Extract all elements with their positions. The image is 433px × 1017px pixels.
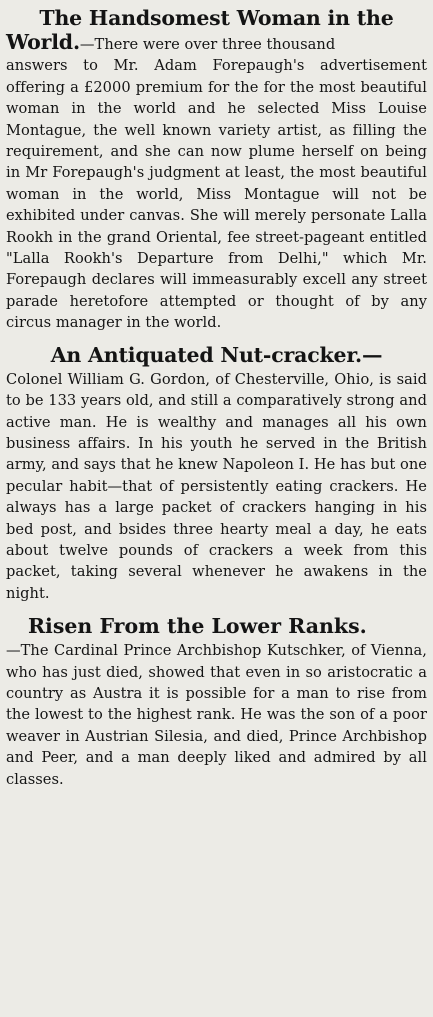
article-body: Colonel William G. Gordon, of Chesterville, Ohio, is said to be 133 years old, and still a comparatively strong and active man. He is wealthy and manages all his own business affairs. In his youth he served in the British army, and says that he knew Napoleon I. He has but one pecular habit—that of persistently eating crackers. He always has a large packet of crackers hanging in his bed post, and bsides three hearty meal a day, he eats about twelve pounds of crackers a week from this packet, taking several whenever he awakens in the night. [6,370,427,602]
article-lower-ranks [6,612,427,790]
article-separator [6,334,427,341]
article-first-line-text: —There were over three thousand [79,36,336,53]
article-body: —The Cardinal Prince Archbishop Kutschker, of Vienna, who has just died, showed that even in so aristocratic a country as Austra it is possible for a man to rise from the lowest to the highest rank. He was the son of a poor weaver in Austrian Silesia, and died, Prince Archbishop and Peer, and a man deeply liked and admired by all classes. [6,642,427,788]
article-nut-cracker [6,341,427,604]
article-heading: The Handsomest Woman in the [39,6,394,30]
article-heading: Risen From the Lower Ranks. [28,614,367,639]
article-heading: An Antiquated Nut-cracker.— [50,342,383,367]
article-first-line [6,32,427,55]
article-separator [6,604,427,612]
article-heading-continuation: World. [6,30,80,54]
article-handsomest-woman [6,4,427,334]
article-body: answers to Mr. Adam Forepaugh's advertisement offering a £2000 premium for the for the most beautiful woman in the world and he selected Miss Louise Montague, the well known variety artist, as filling the requirement, and she can now plume herself on being in Mr Forepaugh's judgment at least, the most beautiful woman in the world, Miss Montague will not be exhibited under canvas. She will merely personate Lalla Rookh in the grand Oriental, fee street-pageant entitled "Lalla Rookh's Departure from Delhi," which Mr. Forepaugh declares will immeasurably excell any street parade heretofore attempted or thought of by any circus manager in the world. [6,57,427,332]
